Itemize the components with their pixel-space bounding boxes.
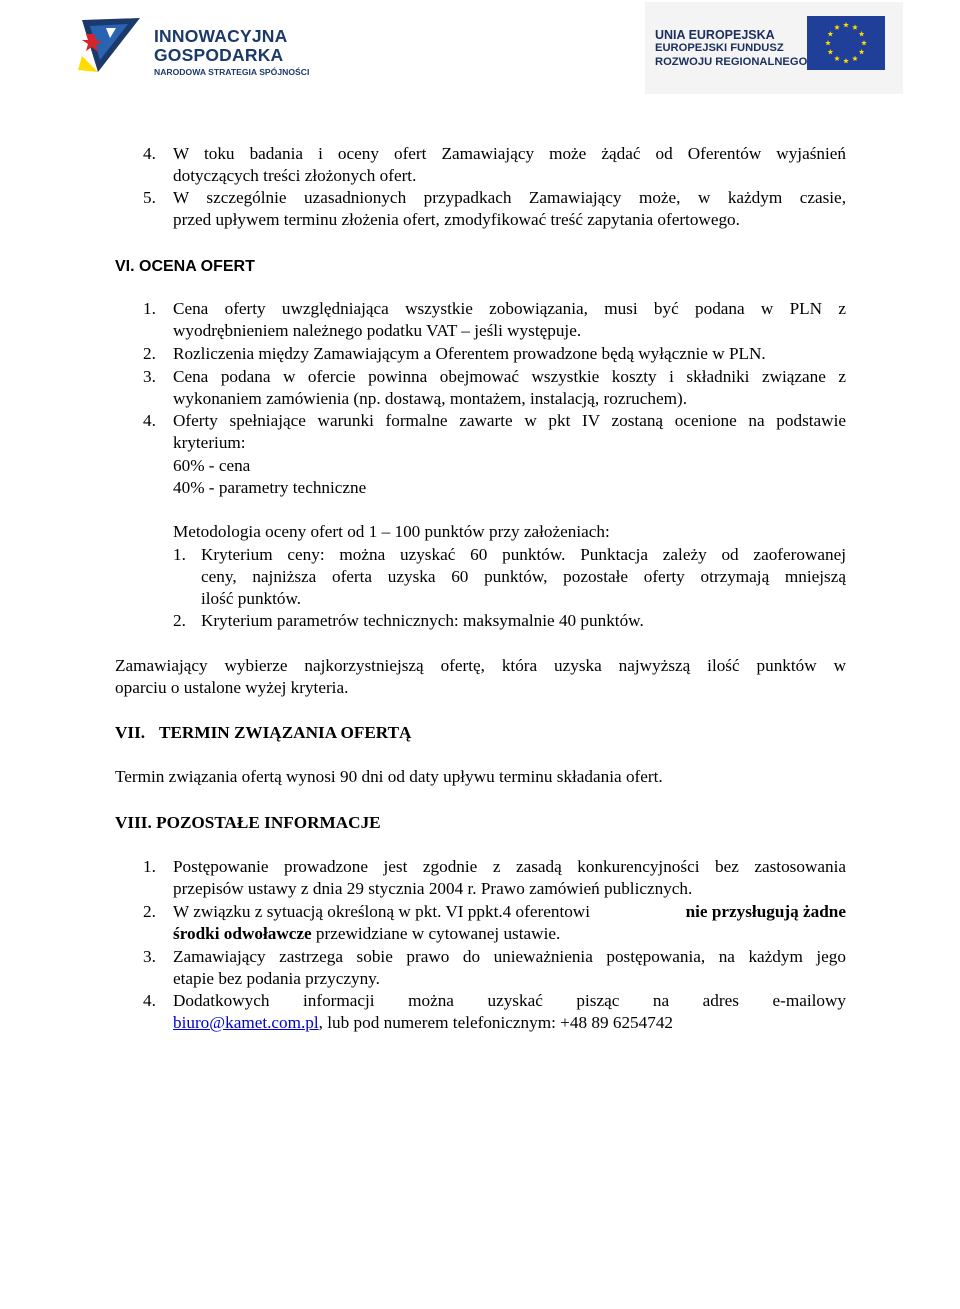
list-number: 5. [143, 188, 156, 207]
methodology-intro: Metodologia oceny ofert od 1 – 100 punktów przy założeniach: [173, 522, 610, 541]
eu-logo-line3: ROZWOJU REGIONALNEGO [655, 55, 808, 68]
paragraph-line: wyodrębnieniem należnego podatku VAT – jeśli występuje. [173, 321, 582, 340]
eu-logo-text [655, 28, 807, 69]
text-segment: W związku z sytuacją określoną w pkt. VI ppkt.4 oferentowi [173, 902, 595, 921]
paragraph-line: Kryterium ceny: można uzyskać 60 punktów. Punktacja zależy od zaoferowanej [201, 545, 846, 564]
paragraph-line [173, 923, 560, 945]
list-number: 2. [143, 344, 156, 363]
paragraph-line: przepisów ustawy z dnia 29 stycznia 2004 r. Prawo zamówień publicznych. [173, 879, 693, 898]
emphasis-text: środki odwoławcze [173, 924, 312, 943]
logo-title-line1: INNOWACYJNA [154, 26, 288, 46]
logo-title-line2: GOSPODARKA [154, 45, 284, 65]
emphasis-text: nie przysługują żadne [685, 902, 846, 921]
paragraph-line: ceny, najniższa oferta uzyska 60 punktów, pozostałe oferty otrzymają mniejszą [201, 567, 846, 586]
email-link[interactable]: biuro@kamet.com.pl [173, 1013, 319, 1032]
paragraph-line: etapie bez podania przyczyny. [173, 969, 380, 988]
list-number: 1. [143, 299, 156, 318]
paragraph-line: wykonaniem zamówienia (np. dostawą, montażem, instalacją, rozruchem). [173, 389, 688, 408]
paragraph-line: W toku badania i oceny ofert Zamawiający może żądać od Oferentów wyjaśnień [173, 144, 846, 163]
paragraph-line: kryterium: [173, 433, 246, 452]
paragraph-line: dotyczących treści złożonych ofert. [173, 166, 417, 185]
paragraph-line: oparciu o ustalone wyżej kryteria. [115, 678, 349, 697]
section-heading: VIII. POZOSTAŁE INFORMACJE [115, 813, 381, 832]
list-number: 4. [143, 411, 156, 430]
paragraph-line: Postępowanie prowadzone jest zgodnie z zasadą konkurencyjności bez zastosowania [173, 857, 846, 876]
paragraph-line: Cena oferty uwzględniająca wszystkie zobowiązania, musi być podana w PLN z [173, 299, 846, 318]
paragraph-line [173, 901, 846, 923]
eu-logo-line2: EUROPEJSKI FUNDUSZ [655, 42, 784, 54]
paragraph-line: W szczególnie uzasadnionych przypadkach Zamawiający może, w każdym czasie, [173, 188, 846, 207]
page-header [0, 0, 960, 100]
paragraph-line: Termin związania ofertą wynosi 90 dni od daty upływu terminu składania ofert. [115, 767, 663, 786]
paragraph-line: Kryterium parametrów technicznych: maksymalnie 40 punktów. [201, 611, 644, 630]
paragraph-line: ilość punktów. [201, 589, 302, 608]
paragraph-line: przed upływem terminu złożenia ofert, zmodyfikować treść zapytania ofertowego. [173, 210, 740, 229]
paragraph-line: Cena podana w ofercie powinna obejmować wszystkie koszty i składniki związane z [173, 367, 846, 386]
list-number: 3. [143, 367, 156, 386]
logo-subtitle: NARODOWA STRATEGIA SPÓJNOŚCI [154, 67, 310, 77]
paragraph-line: Zamawiający wybierze najkorzystniejszą ofertę, która uzyska najwyższą ilość punktów w [115, 656, 846, 675]
paragraph-line: Dodatkowych informacji można uzyskać pisząc na adres e-mailowy [173, 991, 846, 1010]
eu-logo [645, 2, 903, 94]
paragraph-line: Zamawiający zastrzega sobie prawo do unieważnienia postępowania, na każdym jego [173, 947, 846, 966]
paragraph-line: Rozliczenia między Zamawiającym a Oferentem prowadzone będą wyłącznie w PLN. [173, 344, 766, 363]
innowacyjna-gospodarka-emblem-icon [76, 12, 146, 78]
weight-technical: 40% - parametry techniczne [173, 478, 367, 497]
list-number: 2. [143, 902, 156, 921]
section-heading-number: VII. [115, 723, 146, 742]
text-segment: przewidziane w cytowanej ustawie. [311, 924, 561, 943]
section-heading: VI. OCENA OFERT [115, 258, 255, 275]
section-heading: TERMIN ZWIĄZANIA OFERTĄ [159, 723, 412, 742]
innowacyjna-gospodarka-logo [76, 10, 310, 80]
list-number: 1. [173, 545, 186, 564]
list-number: 3. [143, 947, 156, 966]
text-segment: , lub pod numerem telefonicznym: +48 89 6254742 [318, 1013, 674, 1032]
list-number: 4. [143, 144, 156, 163]
list-number: 1. [143, 857, 156, 876]
eu-logo-line1: UNIA EUROPEJSKA [655, 28, 775, 42]
list-number: 4. [143, 991, 156, 1010]
paragraph-line [173, 1012, 673, 1034]
eu-flag-icon [807, 16, 885, 70]
weight-price: 60% - cena [173, 456, 251, 475]
list-number: 2. [173, 611, 186, 630]
paragraph-line: Oferty spełniające warunki formalne zawarte w pkt IV zostaną ocenione na podstawie [173, 411, 846, 430]
